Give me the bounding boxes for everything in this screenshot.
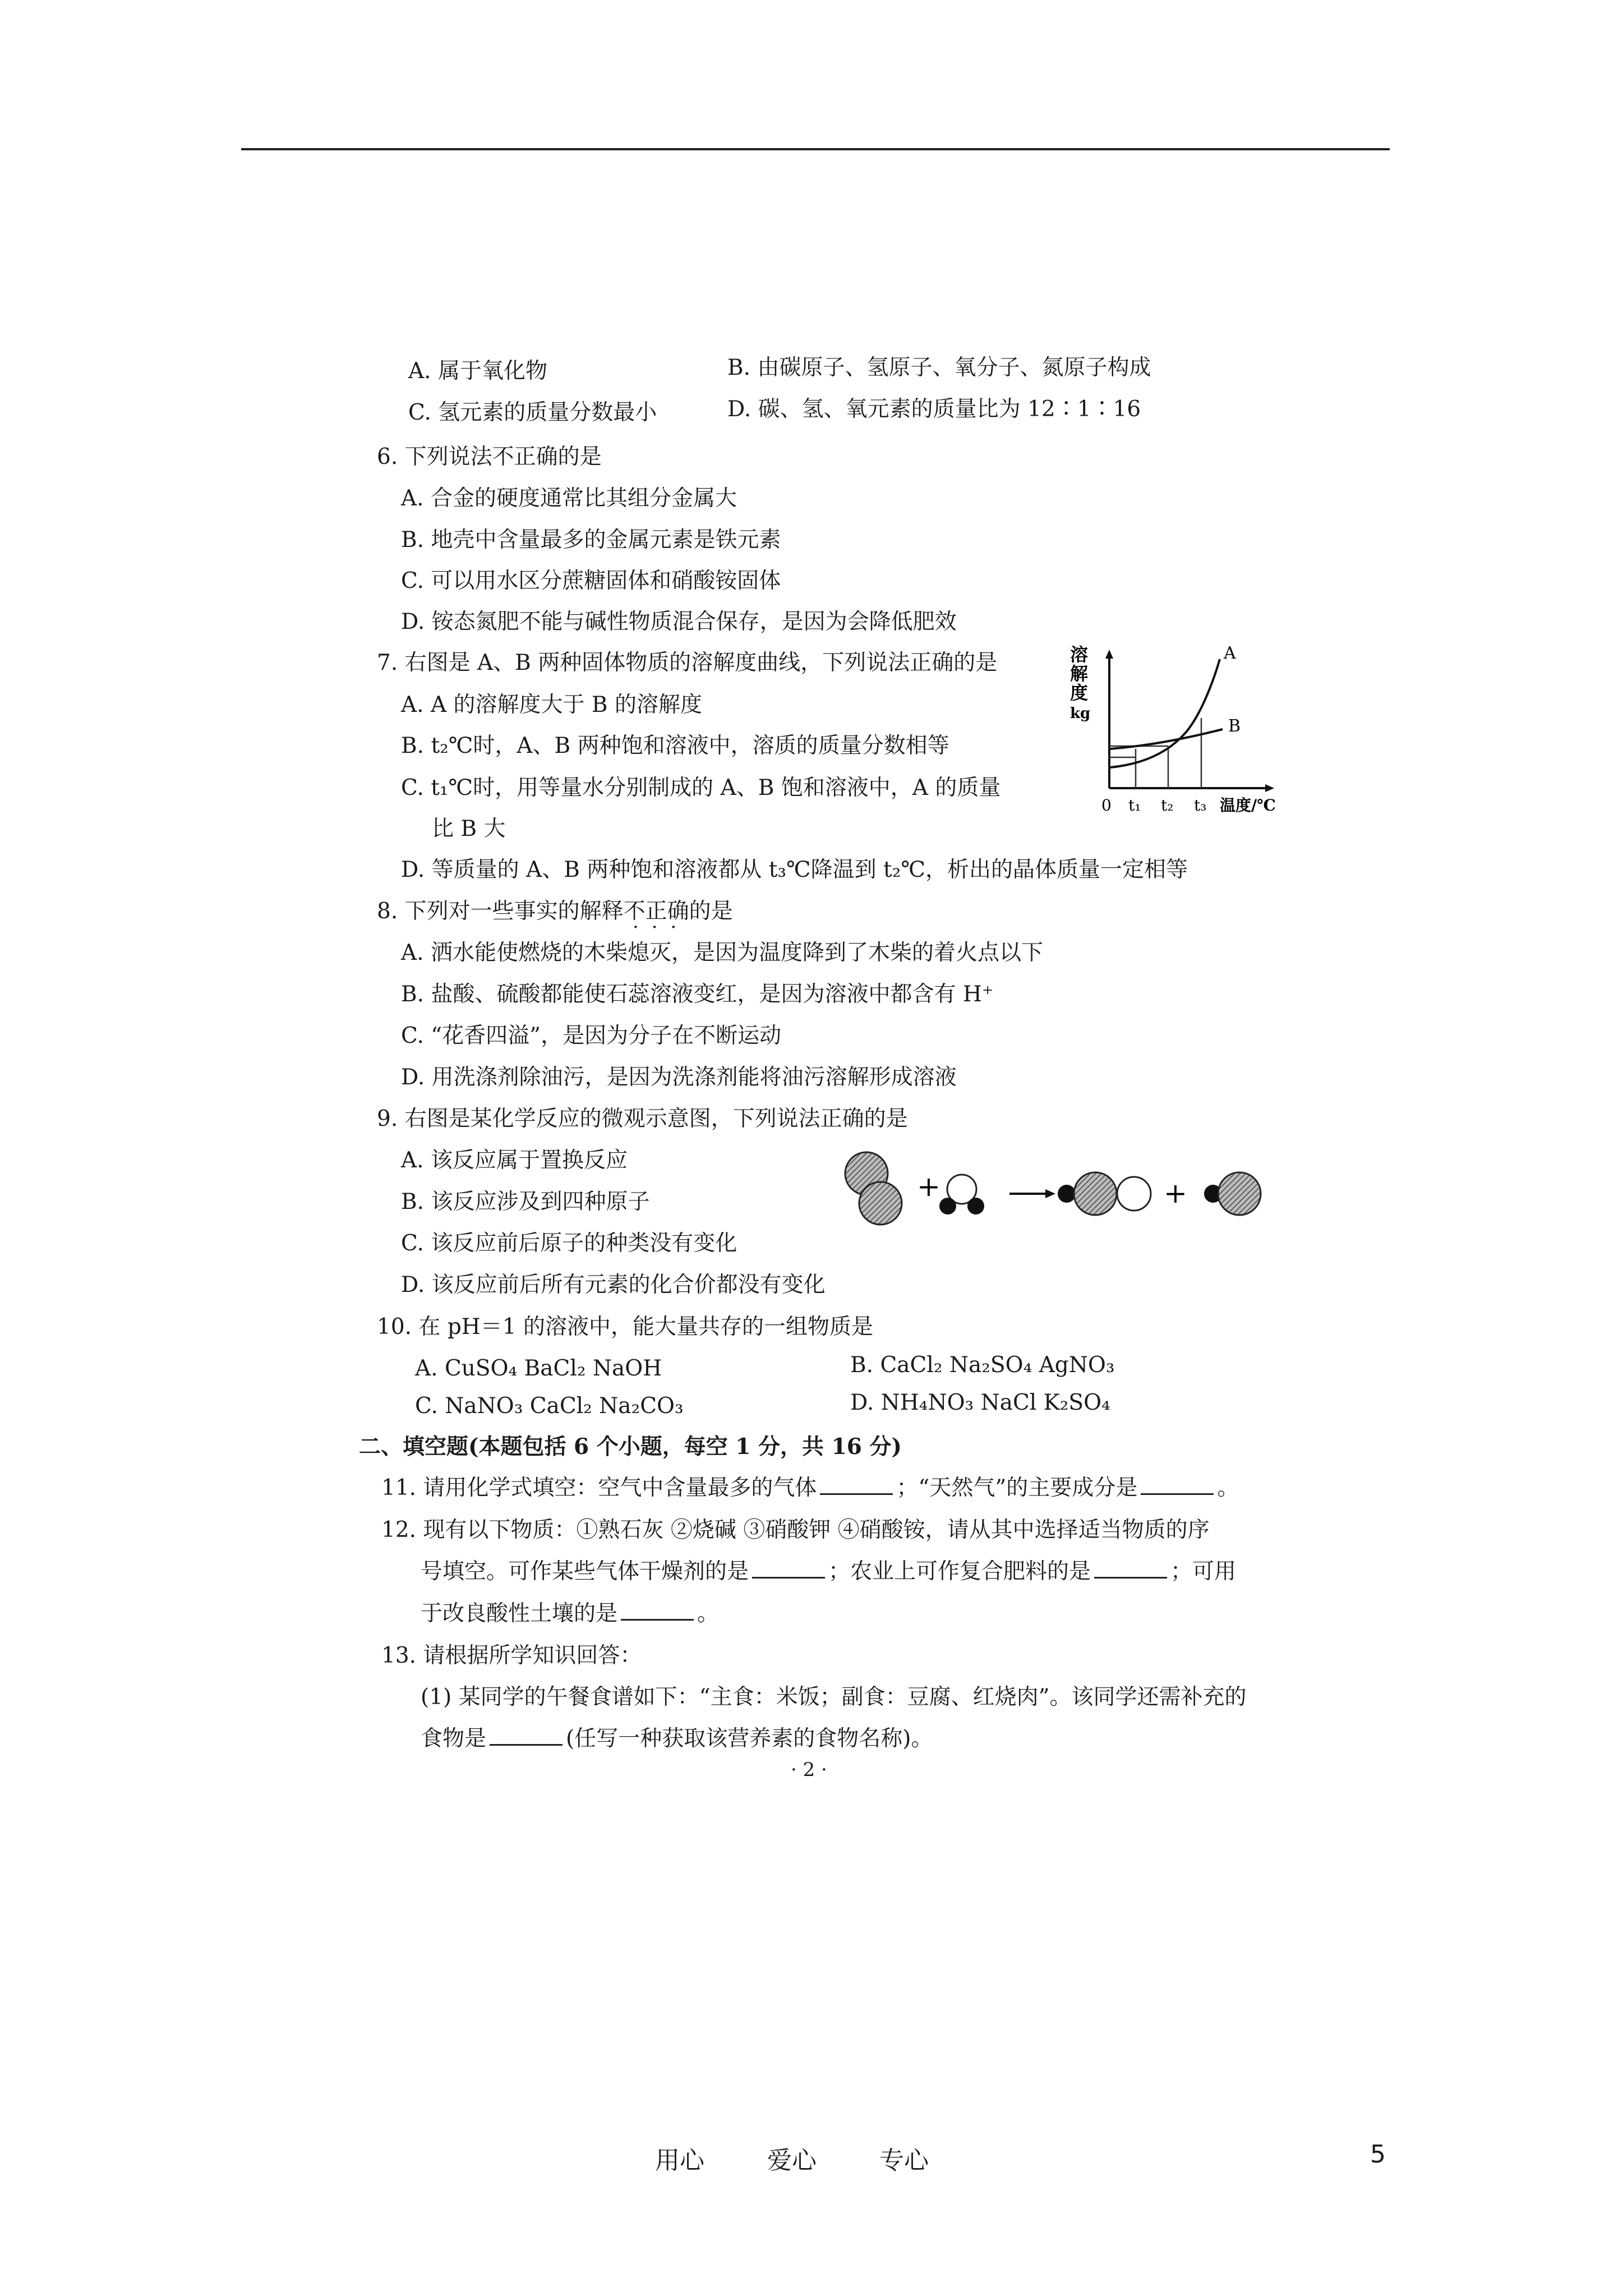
- inner-page-number: · 2 ·: [791, 1759, 827, 1781]
- hatched-atom: [1074, 1172, 1117, 1215]
- q8-stem-emphasis: 不正确 · · ·: [624, 900, 689, 922]
- graph-ylabel-1: 溶: [1070, 644, 1089, 665]
- black-atom: [1058, 1185, 1076, 1203]
- q10-option-c: C. NaNO₃ CaCl₂ Na₂CO₃: [415, 1393, 684, 1419]
- footer-motto-3: 专心: [879, 2146, 929, 2175]
- q13-line2-a: 食物是: [421, 1726, 487, 1751]
- plus-sign: +: [1164, 1177, 1187, 1209]
- q11-part1: 11. 请用化学式填空：空气中含量最多的气体: [381, 1475, 817, 1501]
- graph-y-arrow: [1105, 650, 1113, 659]
- q12-line3-b: 。: [697, 1601, 720, 1626]
- hatched-atom: [859, 1182, 902, 1225]
- q8-stem-post: 的是: [689, 899, 733, 924]
- white-atom: [1117, 1177, 1151, 1211]
- q13-part1-line1: (1) 某同学的午餐食谱如下：“主食：米饭；副食：豆腐、红烧肉”。该同学还需补充的: [421, 1685, 1247, 1710]
- graph-xlabel: 温度/℃: [1220, 796, 1276, 815]
- q10-option-d: D. NH₄NO₃ NaCl K₂SO₄: [850, 1390, 1110, 1415]
- q11-part2: ；“天然气”的主要成分是: [896, 1475, 1138, 1501]
- q6-option-b: B. 地壳中含量最多的金属元素是铁元素: [401, 527, 781, 553]
- q5-option-a: A. 属于氧化物: [408, 358, 547, 384]
- q9-option-b: B. 该反应涉及到四种原子: [401, 1189, 650, 1214]
- graph-origin: 0: [1101, 796, 1112, 815]
- q6-option-a: A. 合金的硬度通常比其组分金属大: [401, 486, 737, 511]
- graph-tick-t3: t₃: [1194, 796, 1207, 815]
- q7-option-d: D. 等质量的 A、B 两种饱和溶液都从 t₃℃降温到 t₂℃，析出的晶体质量一定相等: [401, 857, 1188, 882]
- q9-option-d: D. 该反应前后所有元素的化合价都没有变化: [401, 1272, 826, 1297]
- q11-part3: 。: [1217, 1475, 1239, 1501]
- q11: [381, 1477, 1239, 1499]
- q10-option-a: A. CuSO₄ BaCl₂ NaOH: [415, 1356, 662, 1381]
- q13-line2-b: (任写一种获取该营养素的食物名称)。: [566, 1726, 933, 1751]
- curve-a: [1110, 659, 1220, 767]
- q6-option-c: C. 可以用水区分蔗糖固体和硝酸铵固体: [401, 568, 781, 593]
- curve-b-label: B: [1228, 716, 1241, 736]
- q10-stem: 10. 在 pH＝1 的溶液中，能大量共存的一组物质是: [377, 1314, 874, 1340]
- curve-a-label: A: [1224, 643, 1236, 663]
- q13-stem: 13. 请根据所学知识回答：: [381, 1643, 642, 1668]
- q9-option-c: C. 该反应前后原子的种类没有变化: [401, 1231, 737, 1256]
- section-2-heading: 二、填空题(本题包括 6 个小题，每空 1 分，共 16 分): [359, 1434, 902, 1460]
- graph-x-arrow: [1265, 784, 1274, 792]
- q12-line2-c: ；可用: [1170, 1559, 1237, 1584]
- plus-sign: +: [917, 1170, 940, 1203]
- q5-option-b: B. 由碳原子、氢原子、氧分子、氮原子构成: [727, 355, 1151, 380]
- footer-motto-2: 爱心: [767, 2146, 817, 2175]
- q10-option-b: B. CaCl₂ Na₂SO₄ AgNO₃: [850, 1352, 1115, 1378]
- solubility-curve-graph: [1066, 639, 1301, 825]
- q7-option-c-line1: C. t₁℃时，用等量水分别制成的 A、B 饱和溶液中，A 的质量: [401, 775, 1001, 800]
- graph-yunit: kg: [1070, 705, 1091, 722]
- q12-blank-1[interactable]: [752, 1561, 825, 1579]
- q8-option-a: A. 洒水能使燃烧的木柴熄灭，是因为温度降到了木柴的着火点以下: [401, 940, 1043, 965]
- black-atom: [967, 1198, 984, 1214]
- footer-page-number: 5: [1370, 2140, 1386, 2169]
- q5-option-c: C. 氢元素的质量分数最小: [408, 400, 657, 425]
- header-rule: [241, 148, 1390, 150]
- q11-blank-2[interactable]: [1141, 1478, 1214, 1495]
- q5-option-d: D. 碳、氢、氧元素的质量比为 12∶1∶16: [727, 397, 1141, 422]
- q12-line2-b: ；农业上可作复合肥料的是: [828, 1559, 1091, 1584]
- q6-option-d: D. 铵态氮肥不能与碱性物质混合保存，是因为会降低肥效: [401, 609, 957, 634]
- footer-motto-1: 用心: [655, 2146, 704, 2175]
- black-atom: [939, 1198, 956, 1214]
- q11-blank-1[interactable]: [820, 1478, 893, 1495]
- graph-ylabel-3: 度: [1070, 682, 1089, 703]
- q12-blank-2[interactable]: [1094, 1561, 1167, 1579]
- hatched-atom: [1218, 1172, 1261, 1215]
- q12-line1: 12. 现有以下物质：①熟石灰 ②烧碱 ③硝酸钾 ④硝酸铵，请从其中选择适当物质的序: [381, 1517, 1210, 1543]
- q7-option-a: A. A 的溶解度大于 B 的溶解度: [401, 692, 702, 717]
- q8-option-d: D. 用洗涤剂除油污，是因为洗涤剂能将油污溶解形成溶液: [401, 1065, 957, 1090]
- q13-part1-line2: [421, 1728, 933, 1750]
- reaction-arrowhead: [1045, 1189, 1055, 1198]
- q7-option-c-line2: 比 B 大: [432, 816, 506, 841]
- q12-blank-3[interactable]: [621, 1603, 694, 1621]
- q8-option-b: B. 盐酸、硫酸都能使石蕊溶液变红，是因为溶液中都含有 H⁺: [401, 982, 994, 1007]
- q12-line2: [421, 1561, 1236, 1582]
- graph-tick-t2: t₂: [1161, 796, 1174, 815]
- q13-blank-1[interactable]: [490, 1728, 562, 1746]
- q9-option-a: A. 该反应属于置换反应: [401, 1148, 628, 1173]
- q8-stem-pre: 8. 下列对一些事实的解释: [377, 899, 624, 924]
- q8-stem: [377, 900, 733, 922]
- reaction-micro-diagram: [836, 1144, 1284, 1240]
- q7-option-b: B. t₂℃时，A、B 两种饱和溶液中，溶质的质量分数相等: [401, 733, 949, 758]
- q7-stem: 7. 右图是 A、B 两种固体物质的溶解度曲线，下列说法正确的是: [377, 650, 998, 675]
- q12-line3: [421, 1603, 719, 1625]
- q8-option-c: C. “花香四溢”，是因为分子在不断运动: [401, 1023, 782, 1048]
- graph-tick-t1: t₁: [1128, 796, 1141, 815]
- q12-line3-a: 于改良酸性土壤的是: [421, 1601, 618, 1626]
- q12-line2-a: 号填空。可作某些气体干燥剂的是: [421, 1559, 749, 1584]
- q9-stem: 9. 右图是某化学反应的微观示意图，下列说法正确的是: [377, 1106, 908, 1131]
- q6-stem: 6. 下列说法不正确的是: [377, 444, 602, 470]
- graph-ylabel-2: 解: [1070, 663, 1089, 684]
